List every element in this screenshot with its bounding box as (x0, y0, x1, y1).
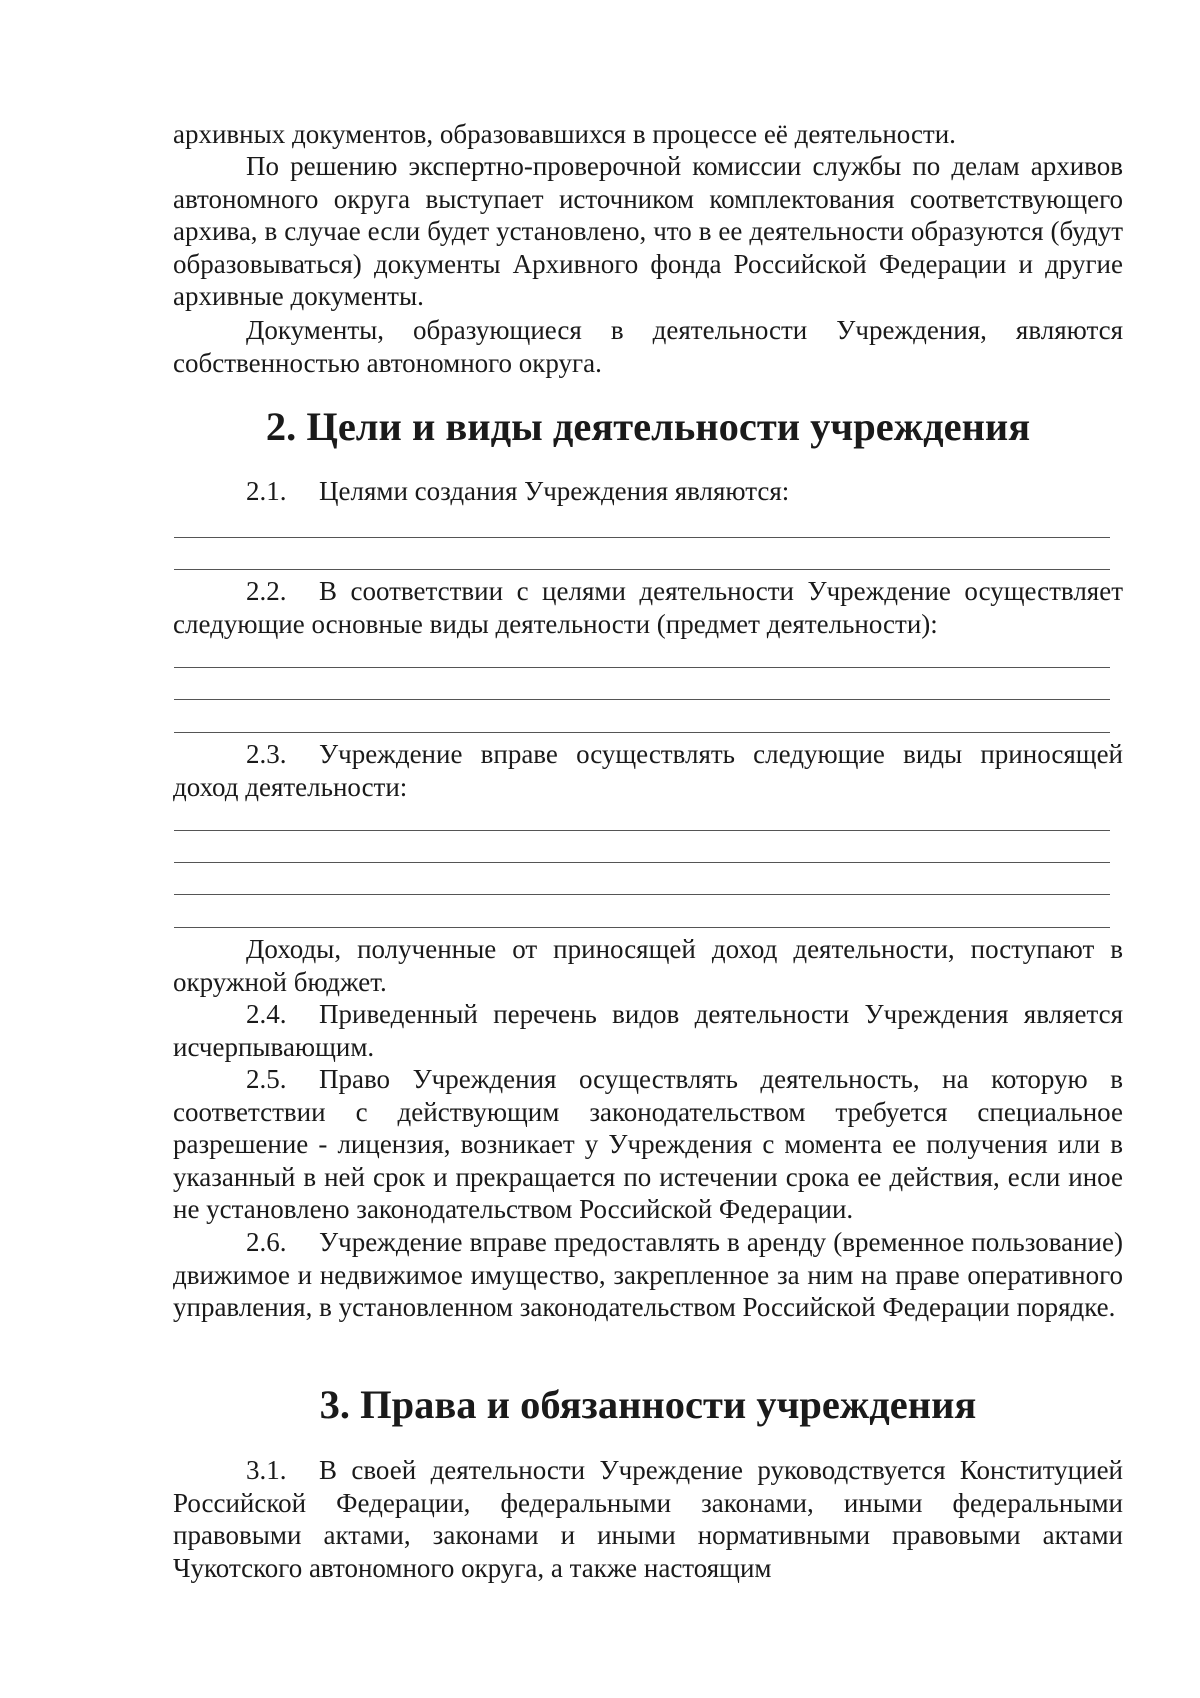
paragraph-income: Доходы, полученные от приносящей доход деятельности, поступают в окружной бюджет. (173, 934, 1123, 997)
item-text: Целями создания Учреждения являются: (319, 476, 790, 506)
item-text: Учреждение вправе осуществлять следующие виды приносящей доход деятельности: (173, 739, 1123, 802)
item-2-3 (173, 738, 1123, 803)
blank-fill-line (174, 894, 1110, 895)
item-2-4 (173, 998, 1123, 1063)
blank-fill-line (174, 732, 1110, 733)
item-number: 2.6. (246, 1227, 287, 1257)
blank-fill-line (174, 699, 1110, 700)
item-number: 3.1. (246, 1455, 287, 1485)
item-number: 2.5. (246, 1064, 287, 1094)
blank-fill-line (174, 569, 1110, 570)
section-2-heading: 2. Цели и виды деятельности учреждения (265, 404, 1031, 449)
item-text: Учреждение вправе предоставлять в аренду (временное пользование) движимое и недвижимое имущество, закрепленное за ним на праве оперативного управления, в установленном законодательством Российской Федерации порядке. (173, 1227, 1123, 1323)
item-number: 2.3. (246, 739, 287, 769)
item-3-1 (173, 1454, 1123, 1584)
item-text: В своей деятельности Учреждение руководствуется Конституцией Российской Федерации, федеральными законами, иными федеральными правовыми актами, законами и иными нормативными правовыми актами Чукотского автономного округа, а также настоящим (173, 1455, 1123, 1583)
item-text: Приведенный перечень видов деятельности Учреждения является исчерпывающим. (173, 999, 1123, 1062)
blank-fill-line (174, 862, 1110, 863)
item-number: 2.1. (246, 476, 287, 506)
item-2-6 (173, 1226, 1123, 1324)
paragraph-commission: По решению экспертно-проверочной комиссии службы по делам архивов автономного округа выступает источником комплектования соответствующего архива, в случае если будет установлено, что в ее деятельности образуются (будут образовываться) документы Архивного фонда Российской Федерации и другие архивные документы. (173, 151, 1123, 312)
item-2-1 (173, 475, 1123, 508)
item-text: В соответствии с целями деятельности Учреждение осуществляет следующие основные виды деятельности (предмет деятельности): (173, 576, 1123, 639)
blank-fill-line (174, 667, 1110, 668)
blank-fill-line (174, 537, 1110, 538)
blank-fill-line (174, 830, 1110, 831)
paragraph-property: Документы, образующиеся в деятельности Учреждения, являются собственностью автономного округа. (173, 315, 1123, 378)
item-2-5 (173, 1063, 1123, 1226)
item-number: 2.2. (246, 576, 287, 606)
blank-fill-line (174, 927, 1110, 928)
item-number: 2.4. (246, 999, 287, 1029)
item-text: Право Учреждения осуществлять деятельность, на которую в соответствии с действующим законодательством требуется специальное разрешение - лицензия, возникает у Учреждения с момента ее получения или в указанный в ней срок и прекращается по истечении срока ее действия, если иное не установлено законодательством Российской Федерации. (173, 1064, 1123, 1225)
item-2-2 (173, 575, 1123, 640)
paragraph-continued: архивных документов, образовавшихся в процессе её деятельности. (173, 119, 956, 149)
section-3-heading: 3. Права и обязанности учреждения (319, 1382, 977, 1427)
